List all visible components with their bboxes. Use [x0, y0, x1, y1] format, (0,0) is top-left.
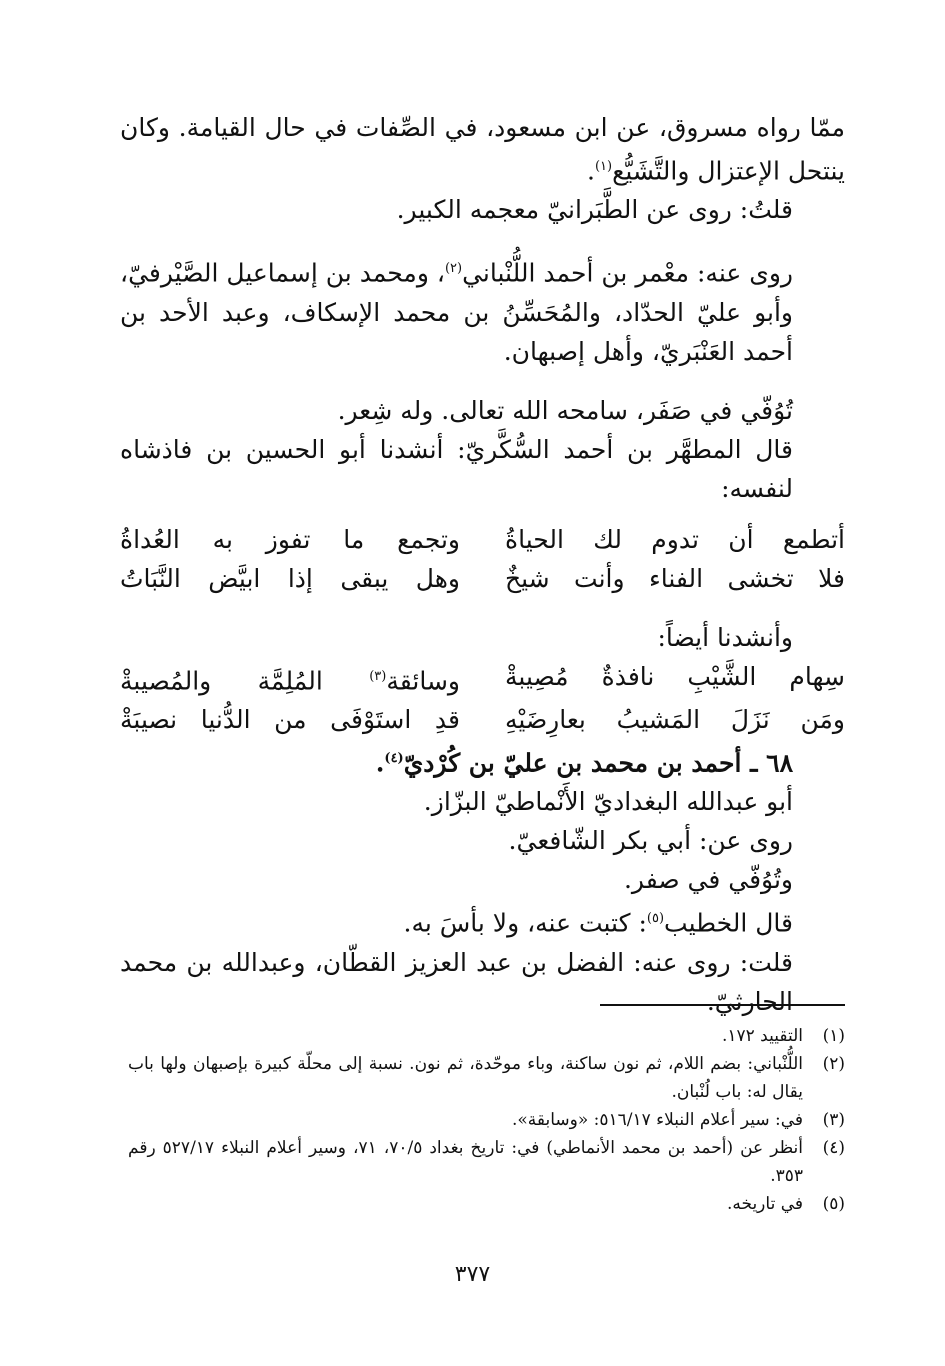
footnote-4 [128, 1134, 845, 1190]
qultu-1: قلتُ: روى عن الطَّبَرانيّ معجمه الكبير. [396, 195, 793, 225]
footnote-text: اللُّنْباني: بضم اللام، ثم نون ساكنة، وباء موحّدة، ثم نون. نسبة إلى محلّة كبيرة بإصبهان ولها باب يقال له: باب لُنْبان. [128, 1054, 803, 1102]
hemistich-second: وتجمع ما تفوز به العُداةُ [120, 524, 460, 554]
narrators-text-a: روى عنه: معْمر بن أحمد اللُّنْباني [462, 258, 793, 288]
entry-heading-end: . [375, 748, 385, 778]
footnote-1 [128, 1022, 845, 1050]
footnote-ref-4: (٤) [384, 750, 404, 766]
footnote-number: (٥) [822, 1194, 845, 1214]
poem-1 [120, 520, 845, 598]
death-note-2: وتُوُفّي في صفر. [623, 865, 793, 895]
hemistich-first: أتطمع أن تدوم لك الحياةُ [505, 524, 845, 554]
page-number: ٣٧٧ [454, 1262, 491, 1287]
entry-heading-text: ٦٨ ـ أحمد بن محمد بن عليّ بن كُرْديّ [403, 748, 793, 778]
narrators-paragraph [120, 249, 845, 370]
poem-2-verse-1 [120, 657, 845, 700]
hemistich-first: ومَن نَزَلَ المَشيبُ بعارِضَيْهِ [505, 704, 845, 734]
hemistich-second: قدِ استَوْفَى من الدُّنيا نصيبَةْ [120, 704, 460, 734]
entry-heading [120, 739, 845, 782]
footnote-number: (٢) [822, 1054, 845, 1074]
narrators-text-b: ، ومحمد بن إسماعيل الصَّيْرفيّ، وأبو عليّ الحدّاد، والمُحَسِّنُ بن محمد الإسكاف، وعبد الأحد بن أحمد العَنْبَريّ، وأهل إصبهان. [120, 258, 793, 366]
paragraph-1-end: . [586, 156, 595, 186]
poem-intro: قال المطهَّر بن أحمد السُّكَّريّ: أنشدنا أبو الحسين بن فاذشاه لنفسه: [120, 434, 793, 503]
main-text [120, 108, 845, 1021]
footnote-number: (٣) [822, 1110, 845, 1130]
hemistich-second-b: المُلِمَّة والمُصيبةْ [120, 665, 370, 695]
footnote-text: في تاريخه. [726, 1194, 803, 1214]
footnote-ref-1: (١) [594, 159, 613, 174]
footnote-ref-2: (٢) [444, 261, 463, 277]
paragraph-1 [120, 108, 845, 190]
khatib-text-b: : كتبت عنه، ولا بأسَ به. [403, 908, 647, 938]
hemistich-second-a: وسائقة [386, 665, 460, 695]
poem-2-verse-2 [120, 700, 845, 739]
footnote-text: في: سير أعلام النبلاء ٥١٦/١٧: «وسابقة». [511, 1110, 803, 1130]
poem-1-verse-1 [120, 520, 845, 559]
hemistich-second: وهل يبقى إذا ابيَّض النَّبَاتُ [120, 563, 460, 593]
footnote-number: (٤) [822, 1138, 845, 1158]
footnote-number: (١) [822, 1026, 845, 1046]
kunya-line: أبو عبدالله البغداديّ الأَنْماطيّ البزّاز. [423, 787, 793, 817]
khatib-text-a: قال الخطيب [664, 908, 793, 938]
hemistich-first: سِهام الشَّيْبِ نافذةٌ مُصِيبةْ [505, 661, 845, 691]
qultu-2: قلت: روى عنه: الفضل بن عبد العزيز القطّان، وعبدالله بن محمد الحارثيّ. [120, 947, 793, 1016]
footnote-text: أنظر عن (أحمد بن محمد الأنماطي) في: تاريخ بغداد ٧٠/٥، ٧١، وسير أعلام النبلاء ٥٢٧/١٧ رقم ٣٥٣. [128, 1138, 803, 1186]
hemistich-second [120, 657, 460, 700]
footnote-2 [128, 1050, 845, 1106]
hemistich-first: فلا تخشى الفناء وأنت شيخٌ [505, 563, 845, 593]
footnote-ref-5: (٥) [646, 911, 665, 927]
footnote-5 [128, 1190, 845, 1218]
death-note-1: تُوُفّي في صَفَر، سامحه الله تعالى. وله شِعر. [337, 395, 793, 425]
poem-2 [120, 657, 845, 739]
khatib-line [120, 899, 845, 942]
paragraph-1-text: ممّا رواه مسروق، عن ابن مسعود، في الصِّفات في حال القيامة. وكان ينتحل الإعتزال والتَّشَيُّع [120, 113, 845, 186]
footnote-divider [600, 1004, 845, 1006]
rawa-an-line: روى عن: أبي بكر الشّافعيّ. [508, 826, 793, 856]
footnote-3 [128, 1106, 845, 1134]
footnote-ref-3: (٣) [369, 668, 387, 684]
poem-1-verse-2 [120, 559, 845, 598]
footnote-text: التقييد ١٧٢. [721, 1026, 803, 1046]
poem-2-intro: وأنشدنا أيضاً: [657, 622, 793, 652]
footnotes [128, 1022, 845, 1218]
